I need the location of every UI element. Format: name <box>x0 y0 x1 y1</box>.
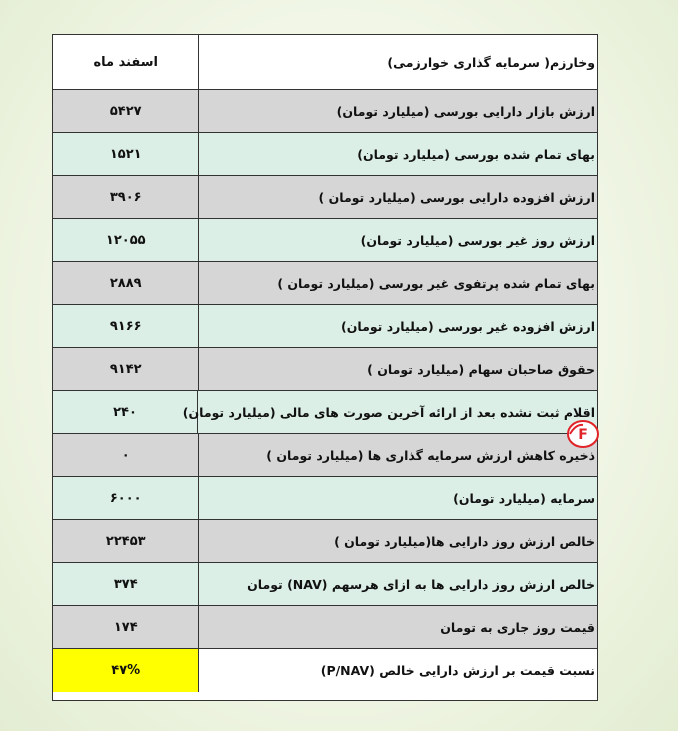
table-row <box>53 133 597 176</box>
table-row <box>53 219 597 262</box>
header-period: اسفند ماه <box>53 35 198 89</box>
row-label: بهای تمام شده بورسی (میلیارد تومان) <box>198 133 597 175</box>
row-value: ۹۱۶۶ <box>109 318 142 334</box>
row-value: ۲۴۰ <box>113 404 137 420</box>
row-label: ارزش افزوده غیر بورسی (میلیارد تومان) <box>198 305 597 347</box>
row-label: خالص ارزش روز دارایی ها به ازای هرسهم (NAV) تومان <box>198 563 597 605</box>
table-header-row <box>53 35 597 90</box>
row-label: نسبت قیمت بر ارزش دارایی خالص (P/NAV) <box>198 649 597 692</box>
table-row <box>53 176 597 219</box>
row-label: ارزش روز غیر بورسی (میلیارد تومان) <box>198 219 597 261</box>
row-value: ۳۷۴ <box>113 576 138 592</box>
table-row <box>53 434 597 477</box>
table-row <box>53 649 597 692</box>
row-value: ۲۸۸۹ <box>109 275 142 291</box>
table-row <box>53 391 597 434</box>
row-label: قیمت روز جاری به تومان <box>198 606 597 648</box>
table-row <box>53 477 597 520</box>
row-label: بهای تمام شده پرتفوی غیر بورسی (میلیارد تومان ) <box>198 262 597 304</box>
row-value: ۶۰۰۰ <box>109 490 142 506</box>
row-label: سرمایه (میلیارد تومان) <box>198 477 597 519</box>
row-label: خالص ارزش روز دارایی ها(میلیارد تومان ) <box>198 520 597 562</box>
row-value: ۱۷۴ <box>113 619 138 635</box>
fire-logo-icon <box>566 419 600 449</box>
row-label: ذخیره کاهش ارزش سرمایه گذاری ها (میلیارد تومان ) <box>198 434 597 476</box>
watermark-letter: F <box>578 427 588 443</box>
table-row <box>53 606 597 649</box>
row-label: ارزش بازار دارایی بورسی (میلیارد تومان) <box>198 90 597 132</box>
row-value: ۹۱۴۲ <box>109 361 142 377</box>
table-row <box>53 348 597 391</box>
header-label: وخارزم( سرمایه گذاری خوارزمی) <box>198 35 597 89</box>
table-row <box>53 520 597 563</box>
row-value: ۴۷% <box>53 649 198 692</box>
row-value: ۱۲۰۵۵ <box>105 232 146 248</box>
data-table <box>52 34 598 701</box>
row-label: ارزش افزوده دارایی بورسی (میلیارد تومان ) <box>198 176 597 218</box>
row-value: ۳۹۰۶ <box>109 189 142 205</box>
table-row <box>53 305 597 348</box>
row-label: حقوق صاحبان سهام (میلیارد تومان ) <box>198 348 597 390</box>
row-value: ۲۲۴۵۳ <box>105 533 146 549</box>
table-row <box>53 262 597 305</box>
table-row <box>53 563 597 606</box>
row-value: ۱۵۲۱ <box>109 146 142 162</box>
table-row <box>53 90 597 133</box>
row-value: ۵۴۲۷ <box>109 103 142 119</box>
row-label: اقلام ثبت نشده بعد از ارائه آخرین صورت های مالی (میلیارد تومان) <box>197 391 597 433</box>
row-value: ۰ <box>121 447 130 463</box>
